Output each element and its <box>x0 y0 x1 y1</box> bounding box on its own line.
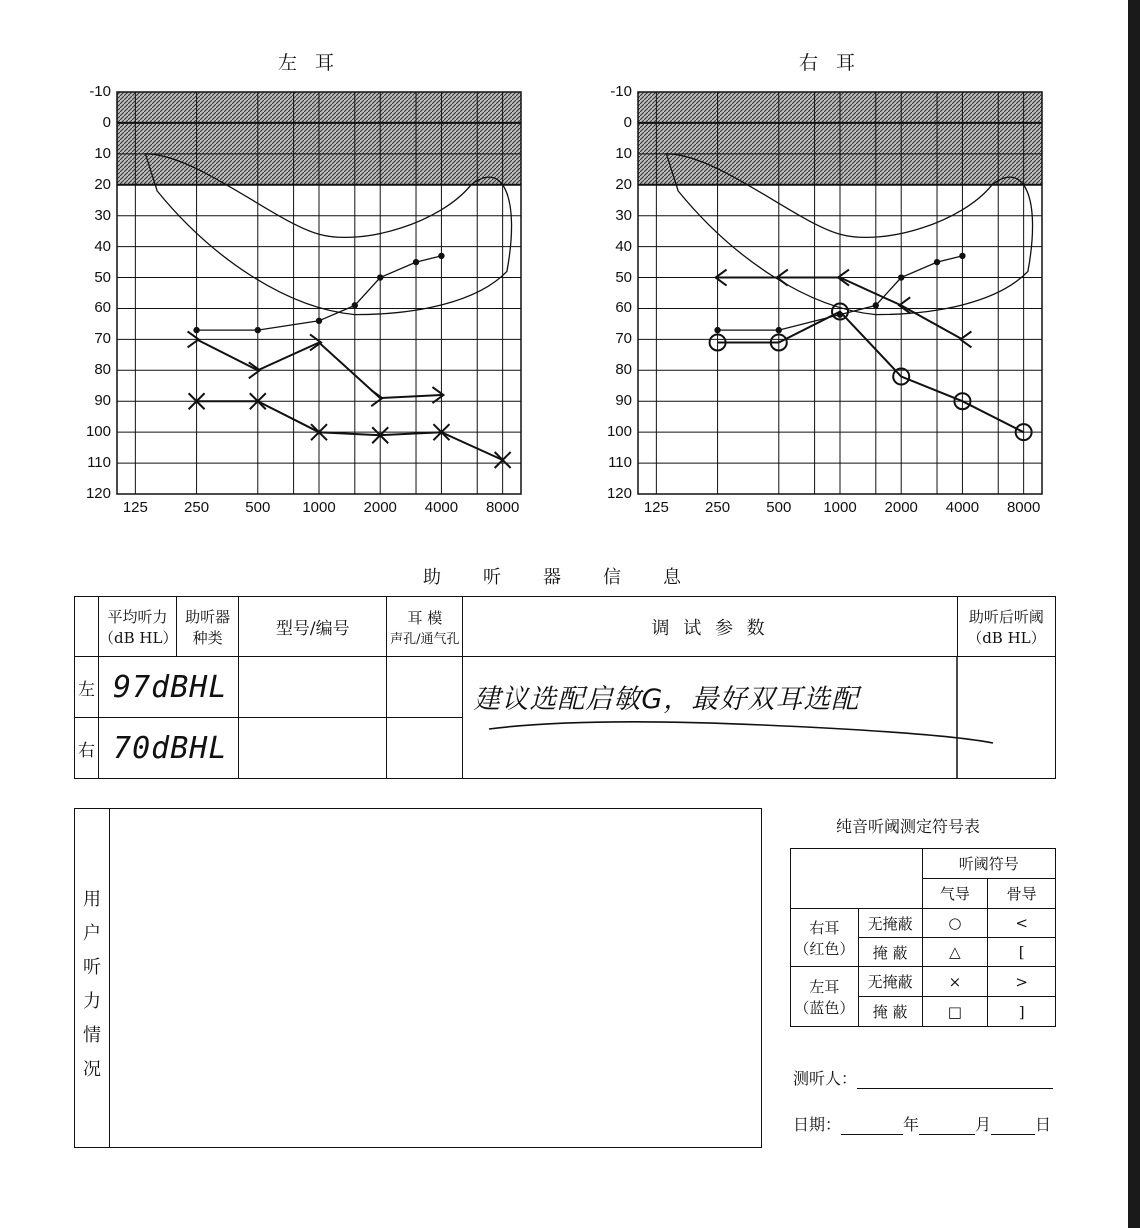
x-tick-label: 250 <box>705 499 731 516</box>
sym-masked: 掩 蔽 <box>858 938 922 967</box>
sym-masked-2: 掩 蔽 <box>858 997 922 1027</box>
left-avg-value: 97dBHL <box>113 669 228 705</box>
sym-head-threshold: 听阈符号 <box>922 849 1055 879</box>
x-tick-label: 250 <box>184 499 210 516</box>
header-blank <box>75 597 99 657</box>
sym-right-ear <box>791 909 859 967</box>
header-avg-hearing <box>99 597 177 657</box>
x-tick-label: 4000 <box>945 499 980 516</box>
left-model-cell[interactable] <box>239 657 387 718</box>
y-tick-label: 70 <box>94 330 111 348</box>
sym-row-head1 <box>791 849 1056 879</box>
sym-left-ear-label: 左耳 <box>809 977 840 996</box>
user-label-char: 力 <box>83 991 101 1012</box>
sym-blank-2 <box>791 879 923 909</box>
params-handwritten-note: 建议选配启敏G，最好双耳选配 <box>473 684 860 715</box>
sym-unmasked: 无掩蔽 <box>858 909 922 938</box>
sym-r-m-air: △ <box>922 938 988 967</box>
y-tick-label: 50 <box>94 268 111 286</box>
y-tick-label: 10 <box>615 144 632 162</box>
x-tick-label: 8000 <box>485 499 520 516</box>
sym-blank <box>791 849 923 879</box>
y-tick-label: 60 <box>615 299 632 317</box>
left-earmold-cell[interactable] <box>387 657 463 718</box>
y-tick-label: 80 <box>94 361 111 379</box>
header-aid-type-2: 种类 <box>192 628 223 647</box>
sym-row-right-unmasked <box>791 909 1056 938</box>
right-avg-value: 70dBHL <box>113 730 228 766</box>
symbol-table-title: 纯音听阈测定符号表 <box>836 817 981 836</box>
header-avg-label: 平均听力 <box>107 607 168 626</box>
header-aided-1: 助听后听阈 <box>968 607 1044 626</box>
y-tick-label: 110 <box>87 454 111 472</box>
month-label: 月 <box>975 1115 992 1134</box>
month-line[interactable] <box>919 1116 975 1135</box>
y-tick-label: 110 <box>608 454 632 472</box>
sym-l-m-air: □ <box>922 997 988 1027</box>
header-aid-type <box>177 597 239 657</box>
scan-edge <box>1128 0 1140 1228</box>
x-tick-label: 1000 <box>302 499 336 516</box>
reference-point <box>837 311 843 317</box>
header-model: 型号/编号 <box>239 597 387 657</box>
y-tick-label: 40 <box>615 237 632 255</box>
header-aid-type-1: 助听器 <box>185 607 231 626</box>
user-label-char: 况 <box>83 1059 101 1080</box>
sym-right-ear-color: （红色） <box>794 939 855 958</box>
hearing-aid-info-title <box>402 563 702 589</box>
x-tick-label: 1000 <box>823 499 857 516</box>
x-tick-label: 8000 <box>1006 499 1041 516</box>
symbol-table <box>790 848 1056 1027</box>
sym-row-left-unmasked <box>791 967 1056 997</box>
x-tick-label: 2000 <box>363 499 397 516</box>
y-tick-label: -10 <box>89 83 111 100</box>
x-tick-label: 125 <box>643 499 669 516</box>
y-tick-label: 30 <box>615 206 632 224</box>
sym-head-air: 气导 <box>922 879 988 909</box>
x-tick-label: 500 <box>245 499 271 516</box>
section-title-char: 息 <box>663 567 681 588</box>
reference-point <box>776 327 782 333</box>
x-tick-label: 500 <box>766 499 792 516</box>
params-underline <box>463 657 1055 779</box>
info-row-left <box>75 657 1056 718</box>
user-hearing-label <box>75 809 110 1147</box>
x-tick-label: 4000 <box>424 499 459 516</box>
y-tick-label: 90 <box>615 392 632 410</box>
sym-l-m-bone: ] <box>988 997 1056 1027</box>
user-label-char: 情 <box>83 1025 101 1046</box>
section-title-char: 听 <box>483 567 501 588</box>
y-tick-label: 20 <box>94 175 111 193</box>
section-title-char: 信 <box>603 567 621 588</box>
tester-field[interactable] <box>793 1066 1053 1089</box>
y-tick-label: 20 <box>615 175 632 193</box>
user-label-char: 听 <box>83 957 101 978</box>
year-line[interactable] <box>841 1116 903 1135</box>
y-tick-label: -10 <box>610 83 632 100</box>
y-tick-label: 120 <box>606 485 632 502</box>
user-label-char: 户 <box>83 923 101 944</box>
y-tick-label: 70 <box>615 330 632 348</box>
header-earmold <box>387 597 463 657</box>
reference-point <box>934 259 940 265</box>
y-tick-label: 90 <box>94 392 111 410</box>
date-label: 日期： <box>793 1115 842 1134</box>
y-tick-label: 100 <box>606 423 632 441</box>
header-aided-threshold <box>957 597 1055 657</box>
sym-r-un-bone: < <box>988 909 1056 938</box>
hearing-aid-info-table <box>74 596 1056 779</box>
header-earmold-2: 声孔/通气孔 <box>390 631 460 647</box>
x-tick-label: 125 <box>122 499 148 516</box>
header-avg-unit: （dB HL） <box>99 628 178 647</box>
y-tick-label: 0 <box>623 113 632 131</box>
x-tick-label: 2000 <box>884 499 918 516</box>
tester-label: 测听人： <box>793 1069 858 1088</box>
header-params: 调 试 参 数 <box>463 597 958 657</box>
user-label-char: 用 <box>83 889 101 910</box>
header-aided-2: （dB HL） <box>967 628 1046 647</box>
sym-unmasked-2: 无掩蔽 <box>858 967 922 997</box>
tester-line[interactable] <box>857 1070 1053 1089</box>
section-title-char: 器 <box>543 567 561 588</box>
y-tick-label: 40 <box>94 237 111 255</box>
sym-head-bone: 骨导 <box>988 879 1056 909</box>
y-tick-label: 100 <box>85 423 111 441</box>
day-label: 日 <box>1035 1115 1052 1134</box>
y-tick-label: 10 <box>94 144 111 162</box>
info-header-row <box>75 597 1056 657</box>
sym-left-ear <box>791 967 859 1027</box>
sym-left-ear-color: （蓝色） <box>794 998 855 1017</box>
y-tick-label: 30 <box>94 206 111 224</box>
row-label-right: 右 <box>75 718 99 779</box>
year-label: 年 <box>903 1115 920 1134</box>
y-tick-label: 0 <box>102 113 111 131</box>
date-field[interactable] <box>793 1112 1051 1135</box>
reference-point <box>873 302 879 308</box>
user-hearing-box[interactable] <box>74 808 762 1148</box>
sym-l-un-air: × <box>922 967 988 997</box>
left-ear-title: 左 耳 <box>278 52 341 74</box>
right-model-cell[interactable] <box>239 718 387 779</box>
y-tick-label: 50 <box>615 268 632 286</box>
y-tick-label: 60 <box>94 299 111 317</box>
reference-point <box>714 327 720 333</box>
sym-r-m-bone: [ <box>988 938 1056 967</box>
row-label-left: 左 <box>75 657 99 718</box>
right-earmold-cell[interactable] <box>387 718 463 779</box>
header-earmold-1: 耳 模 <box>407 608 443 627</box>
right-ear-audiogram <box>0 0 1100 530</box>
left-avg-cell[interactable] <box>99 657 239 718</box>
right-avg-cell[interactable] <box>99 718 239 779</box>
sym-row-head2 <box>791 879 1056 909</box>
y-tick-label: 80 <box>615 361 632 379</box>
day-line[interactable] <box>991 1116 1035 1135</box>
sym-l-un-bone: > <box>988 967 1056 997</box>
sym-right-ear-label: 右耳 <box>809 918 840 937</box>
section-title-char: 助 <box>423 567 441 588</box>
right-ear-title: 右 耳 <box>799 52 862 74</box>
reference-point <box>959 253 965 259</box>
params-cell[interactable] <box>463 657 1056 779</box>
sym-r-un-air: ○ <box>922 909 988 938</box>
reference-point <box>898 274 904 280</box>
y-tick-label: 120 <box>85 485 111 502</box>
